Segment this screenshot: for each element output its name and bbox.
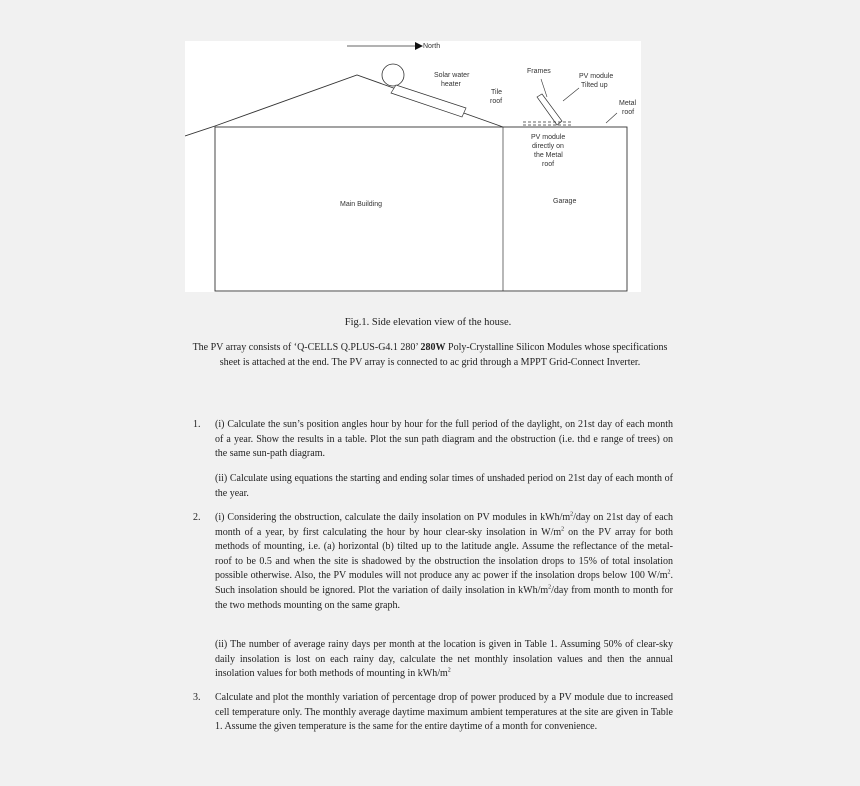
intro-text-2: Poly-Crystalline Silicon Modules whose specifications sheet is attached at the end. The PV array is connected to ac grid through a MPPT Grid-Connect Inverter. [219,342,668,368]
q2-text-a: (i) Considering the obstruction, calculate the daily insolation on PV modules in kWh/m [215,512,571,523]
question-2-part-ii [215,638,673,682]
question-2-number: 2. [193,512,201,523]
intro-paragraph [185,341,675,370]
question-3: Calculate and plot the monthly variation of percentage drop of power produced by a PV module due to increased cell temperature only. The monthly average daytime maximum ambient temperatures at the site are given in Table 1. Assume the given temperature is the same for the entire daytime of a month for convenience. [215,692,673,733]
q2-sup-4: 2 [548,584,552,591]
q2-sup-1: 2 [570,511,574,518]
house-elevation-figure [185,41,641,292]
q2-ii-text: (ii) The number of average rainy days per month at the location is given in Table 1. Assuming 50% of clear-sky daily insolation is lost on each rainy day, calculate the net monthly insolation values and then the annual insolation values for both methods of mounting in kWh/m [215,639,673,680]
metal-roof-pointer [606,113,617,123]
tilted-pv-module [537,94,562,125]
pv-tilted-pointer [563,88,579,101]
metal-roof-label: Metal roof [619,100,637,116]
water-heater-panel [391,85,466,117]
frames-label: Frames [527,68,551,75]
north-label: North [423,43,441,50]
q2-text-d: . Such insolation should be ignored. Plot the variation of daily insolation in kWh/m [215,570,673,596]
question-2-part-i [215,511,673,613]
q2-ii-sup: 2 [447,667,451,674]
question-3-number: 3. [193,692,201,703]
intro-text-1: The PV array consists of ‘Q-CELLS Q.PLUS-G4.1 280’ [192,342,421,353]
main-building-label: Main Building [340,201,383,208]
q2-text-e: /day from month to month for the two methods mounting on the same graph. [215,584,673,611]
intro-bold: 280W [420,342,446,353]
house-elevation-drawing [185,41,641,292]
garage-label: Garage [553,198,577,205]
pv-tilted-label: PV module Tilted up [579,73,614,89]
q2-sup-3: 2 [667,570,671,577]
water-heater-tank [382,64,404,86]
figure-caption: Fig.1. Side elevation view of the house. [344,317,512,328]
q2-text-c: on the PV array for both methods of mounting, i.e. (a) horizontal (b) tilted up to the latitude angle. Assume the reflectance of the metal-roof to be 0.5 and when the site is shadowed by the obstruction the insolation drops to 15% of total insolation possible otherwise. Also, the PV modules will not produce any ac power if the insolation drops below 100 W/m [215,526,674,582]
pv-direct-label: PV module directly on the Metal roof [531,134,566,168]
question-1-number: 1. [193,419,201,430]
north-arrow-head [415,42,423,50]
question-1-part-ii: (ii) Calculate using equations the starting and ending solar times of unshaded period on 21st day of each month of the year. [215,473,673,499]
q2-sup-2: 2 [561,526,565,533]
solar-water-heater-label: Solar water heater [434,72,470,88]
question-1-part-i: (i) Calculate the sun’s position angles hour by hour for the full period of the daylight, on 21st day of each month of a year. Show the results in a table. Plot the sun path diagram and the obstruction (i.e. thd e range of trees) on the same sun-path diagram. [215,419,673,460]
building-outline [215,127,627,291]
tile-roof-label: Tile roof [490,89,503,105]
q2-text-b: /day on 21st day of each month of a year, by first calculating the hour by hour clear-sky insolation in W/m [215,512,673,538]
